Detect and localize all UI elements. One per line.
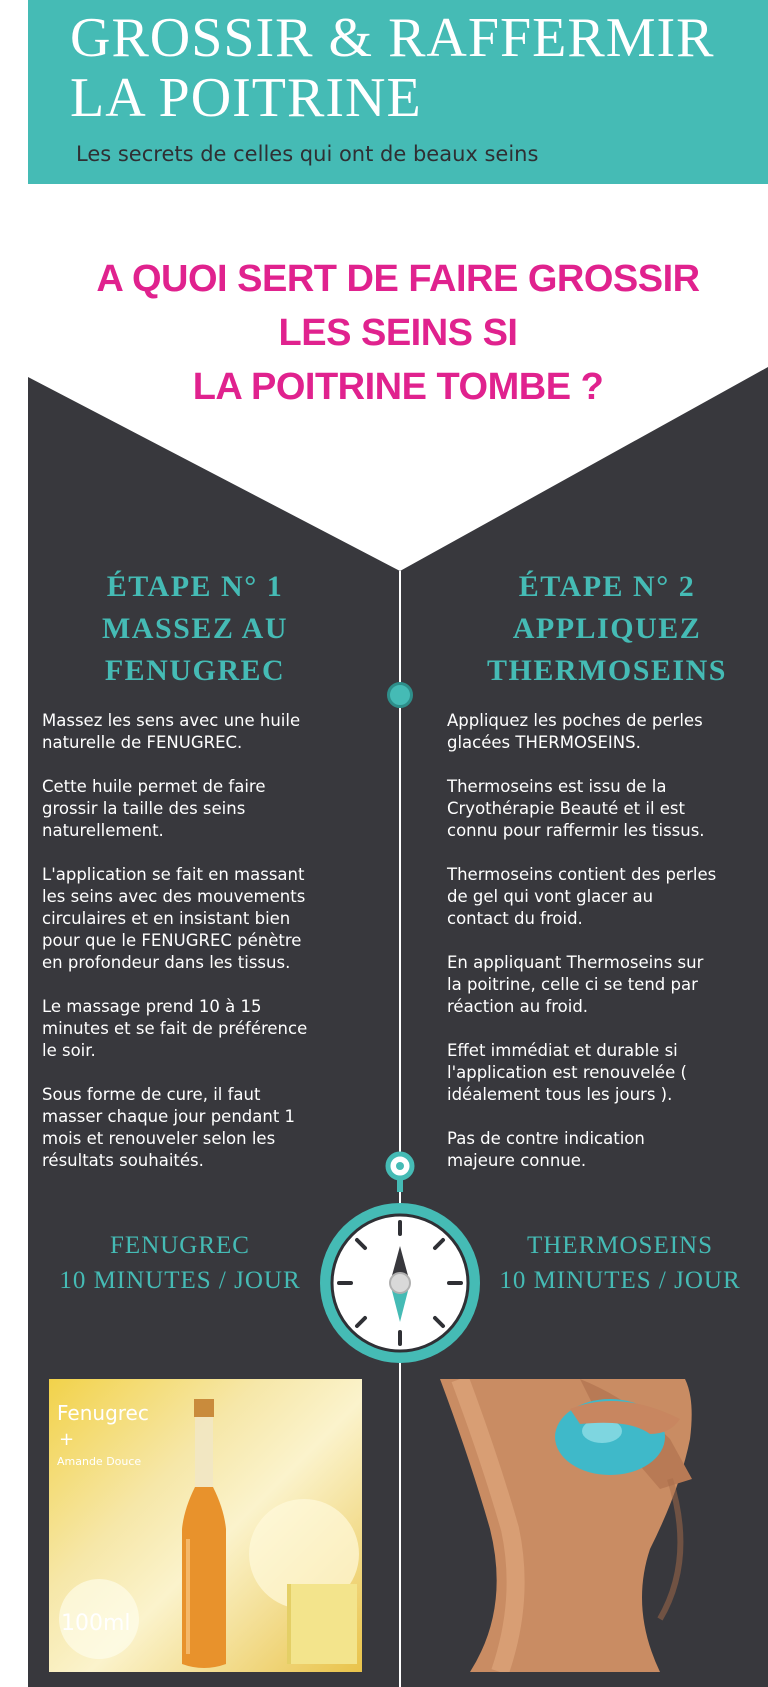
stopwatch-icon xyxy=(318,1150,482,1365)
step-1-duration xyxy=(50,1228,310,1298)
step-2-paragraph: En appliquant Thermoseins sur la poitrine, celle ci se tend par réaction au froid. xyxy=(447,953,704,1016)
step-1-duration-name: FENUGREC xyxy=(110,1232,250,1259)
step-2-duration xyxy=(490,1228,750,1298)
step-2-title: ÉTAPE N° 2 APPLIQUEZ THERMOSEINS xyxy=(487,570,727,687)
step-2-paragraph: Pas de contre indication majeure connue. xyxy=(447,1129,645,1170)
step-2-text xyxy=(447,710,757,1194)
image-label-plus: + xyxy=(59,1429,75,1450)
step-2-duration-time: 10 MINUTES / JOUR xyxy=(499,1267,741,1294)
step-2-paragraph: Effet immédiat et durable si l'application est renouvelée ( idéalement tous les jours ). xyxy=(447,1041,687,1104)
step-1-paragraph: Sous forme de cure, il faut masser chaque jour pendant 1 mois et renouveler selon les résultats souhaités. xyxy=(42,1085,296,1170)
page-subtitle: Les secrets de celles qui ont de beaux seins xyxy=(76,142,539,166)
step-2-paragraph: Thermoseins est issu de la Cryothérapie Beauté et il est connu pour raffermir les tissus. xyxy=(447,777,705,840)
step-2-paragraph: Thermoseins contient des perles de gel qui vont glacer au contact du froid. xyxy=(447,865,717,928)
step-1-paragraph: Massez les sens avec une huile naturelle de FENUGREC. xyxy=(42,711,301,752)
timeline-dot-icon xyxy=(387,682,413,708)
question-heading: A QUOI SERT DE FAIRE GROSSIR LES SEINS SI LA POITRINE TOMBE ? xyxy=(96,258,700,408)
timeline-line xyxy=(399,571,401,1687)
step-1-paragraph: Le massage prend 10 à 15 minutes et se fait de préférence le soir. xyxy=(42,997,308,1060)
step-2-paragraph: Appliquez les poches de perles glacées THERMOSEINS. xyxy=(447,711,703,752)
step-1-duration-time: 10 MINUTES / JOUR xyxy=(59,1267,301,1294)
image-label-fenugrec: Fenugrec xyxy=(57,1401,149,1425)
thermoseins-body-image xyxy=(430,1379,730,1672)
bottle-icon xyxy=(164,1399,244,1672)
step-1-text xyxy=(42,710,362,1194)
image-label-almond: Amande Douce xyxy=(57,1455,142,1468)
step-1-paragraph: L'application se fait en massant les seins avec des mouvements circulaires et en insistant bien pour que le FENUGREC pénètre en profondeur dans les tissus. xyxy=(42,865,306,972)
fenugreek-oil-image xyxy=(49,1379,362,1672)
header-banner xyxy=(28,0,768,184)
step-1-title: ÉTAPE N° 1 MASSEZ AU FENUGREC xyxy=(101,570,289,687)
step-2-duration-name: THERMOSEINS xyxy=(526,1232,713,1259)
step-1-paragraph: Cette huile permet de faire grossir la taille des seins naturellement. xyxy=(42,777,266,840)
page-title: GROSSIR & RAFFERMIR LA POITRINE xyxy=(70,7,715,129)
image-label-volume: 100ml xyxy=(61,1611,131,1636)
